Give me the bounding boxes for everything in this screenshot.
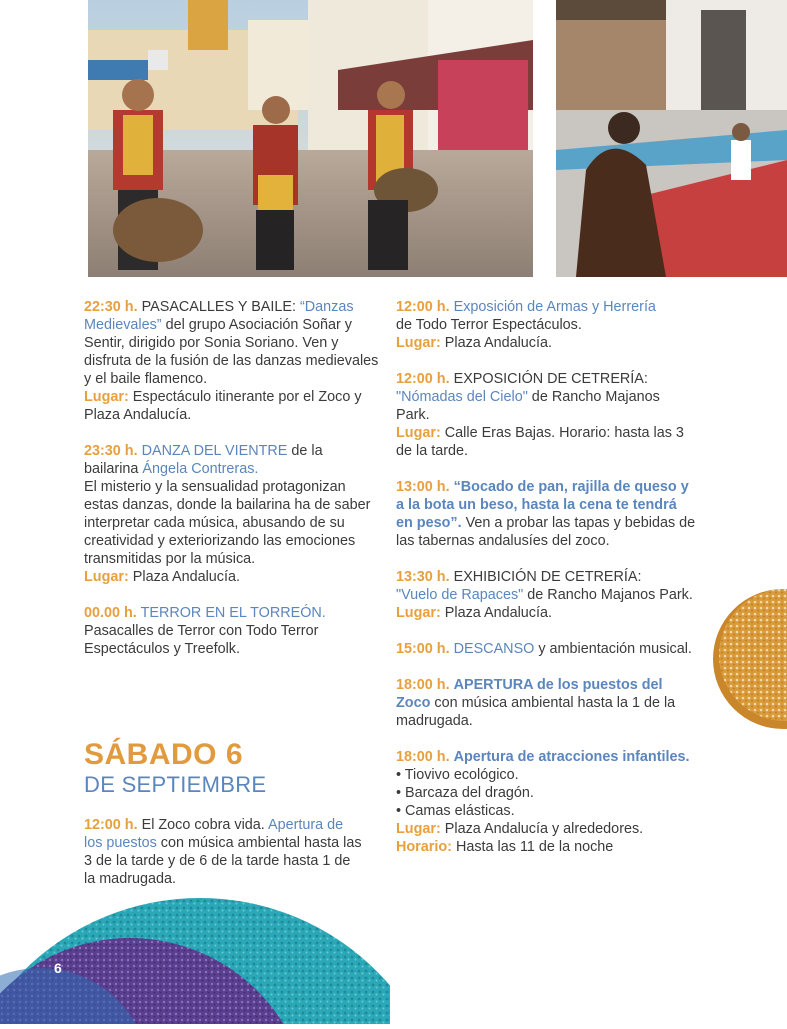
- place-label: Lugar:: [396, 335, 441, 351]
- event-title: "Vuelo de Rapaces": [396, 587, 524, 603]
- event-2230: [84, 298, 380, 424]
- event-time: 12:00 h.: [396, 299, 450, 315]
- event-text: El Zoco cobra vida.: [137, 817, 268, 833]
- event-r3: [396, 478, 696, 550]
- place-label: Lugar:: [396, 821, 441, 837]
- place-label: Lugar:: [84, 389, 129, 405]
- event-r2: [396, 370, 696, 460]
- day-month: DE SEPTIEMBRE: [84, 772, 267, 797]
- event-time: 18:00 h.: [396, 749, 450, 765]
- event-title: “Bocado de pan, rajilla de queso y a la bota un beso, hasta la cena te tendrá en peso”.: [396, 479, 689, 531]
- event-title: “Danzas Medievales”: [84, 299, 354, 333]
- event-text: con música ambiental hasta la 1 de la madrugada.: [396, 695, 676, 729]
- event-performer: Ángela Contreras.: [142, 461, 259, 477]
- event-r1: [396, 298, 696, 352]
- left-column-saturday: [84, 816, 364, 906]
- event-text: de Todo Terror Espectáculos.: [396, 317, 582, 333]
- right-column: [396, 298, 696, 874]
- day-name: SÁBADO 6: [84, 738, 244, 771]
- place-label: Lugar:: [396, 425, 441, 441]
- list-item: • Barcaza del dragón.: [396, 785, 534, 801]
- place-text: Plaza Andalucía.: [128, 569, 240, 585]
- event-title: DESCANSO: [453, 641, 535, 657]
- event-sat-1200: [84, 816, 364, 888]
- event-text: de Rancho Majanos Park.: [396, 389, 660, 423]
- decorative-orange-circle: [705, 588, 787, 730]
- event-description: El misterio y la sensualidad protagonizan estas danzas, donde la bailarina ha de saber interpretar cada música, abusando de su creatividad y exteriorizando las emociones transmitidas por la música.: [84, 479, 371, 567]
- place-label: Lugar:: [396, 605, 441, 621]
- schedule-text: Hasta las 11 de la noche: [451, 839, 614, 855]
- event-time: 15:00 h.: [396, 641, 450, 657]
- event-text: Pasacalles de Terror con Todo Terror Espectáculos y Treefolk.: [84, 623, 319, 657]
- event-0000: [84, 604, 380, 658]
- event-text: de la bailarina: [84, 443, 323, 477]
- photo-carpet-scene: [556, 0, 787, 277]
- place-text: Plaza Andalucía y alrededores.: [440, 821, 644, 837]
- event-title: Exposición de Armas y Herrería: [453, 299, 656, 315]
- event-title: Apertura de atracciones infantiles.: [453, 749, 690, 765]
- event-time: 12:00 h.: [396, 371, 450, 387]
- list-item: • Camas elásticas.: [396, 803, 515, 819]
- event-r4: [396, 568, 696, 622]
- event-time: 12:00 h.: [84, 817, 138, 833]
- left-column: [84, 298, 380, 676]
- event-time: 23:30 h.: [84, 443, 138, 459]
- photo-drummers: [88, 0, 533, 277]
- place-text: Plaza Andalucía.: [440, 605, 552, 621]
- place-text: Espectáculo itinerante por el Zoco y Plaza Andalucía.: [84, 389, 362, 423]
- event-text: Ven a probar las tapas y bebidas de las tabernas andalusíes del zoco.: [396, 515, 696, 549]
- page-number: 6: [54, 960, 62, 976]
- event-heading: EXHIBICIÓN DE CETRERÍA:: [453, 569, 642, 585]
- event-time: 13:30 h.: [396, 569, 450, 585]
- event-heading: PASACALLES Y BAILE:: [141, 299, 296, 315]
- schedule-label: Horario:: [396, 839, 452, 855]
- event-r7: [396, 748, 696, 856]
- event-time: 00.00 h.: [84, 605, 137, 621]
- event-title: TERROR EN EL TORREÓN.: [140, 605, 326, 621]
- event-text: con música ambiental hasta las 3 de la tarde y de 6 de la tarde hasta 1 de la madrugada.: [84, 835, 362, 887]
- place-text: Plaza Andalucía.: [440, 335, 552, 351]
- event-2330: [84, 442, 380, 586]
- event-title: Apertura de los puestos: [84, 817, 344, 851]
- day-heading: [84, 738, 266, 798]
- event-title: APERTURA de los puestos del Zoco: [396, 677, 663, 711]
- event-time: 22:30 h.: [84, 299, 138, 315]
- event-text: de Rancho Majanos Park.: [523, 587, 693, 603]
- event-title: DANZA DEL VIENTRE: [141, 443, 288, 459]
- event-r5: [396, 640, 696, 658]
- event-heading: EXPOSICIÓN DE CETRERÍA:: [453, 371, 648, 387]
- event-time: 18:00 h.: [396, 677, 450, 693]
- place-label: Lugar:: [84, 569, 129, 585]
- event-r6: [396, 676, 696, 730]
- event-text: del grupo Asociación Soñar y Sentir, dirigido por Sonia Soriano. Ven y disfruta de la fusión de las danzas medievales y el baile flamenco.: [84, 317, 379, 387]
- event-title: "Nómadas del Cielo": [396, 389, 528, 405]
- event-time: 13:00 h.: [396, 479, 450, 495]
- event-text: y ambientación musical.: [534, 641, 692, 657]
- list-item: • Tiovivo ecológico.: [396, 767, 519, 783]
- place-text: Calle Eras Bajas. Horario: hasta las 3 de la tarde.: [396, 425, 684, 459]
